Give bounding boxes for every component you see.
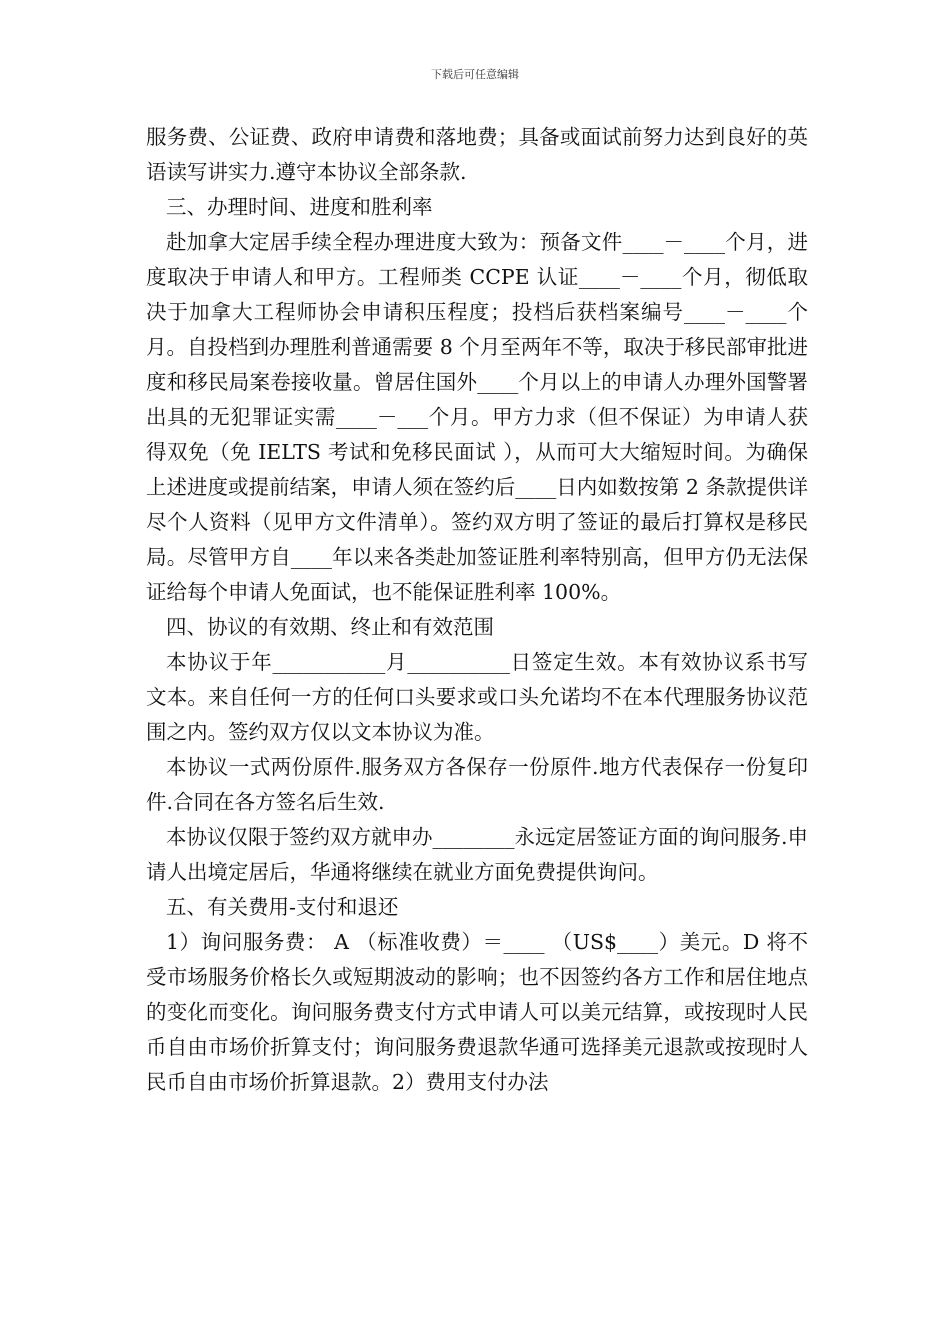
paragraph-service-fee: 1）询问服务费： A （标准收费）＝____ （US$____）美元。D 将不受市场服务价格长久或短期波动的影响；也不因签约各方工作和居住地点的变化而变化。询问服务费支付方式申请人可以美元结算，或按现时人民币自由市场价折算支付；询问服务费退款华通可选择美元退款或按现时人民币自由市场价折算退款。2）费用支付办法: [146, 930, 808, 1094]
page-header: 下载后可任意编辑: [431, 68, 519, 81]
paragraph-scope: 本协议仅限于签约双方就申办________永远定居签证方面的询问服务.申请人出境定居后，华通将继续在就业方面免费提供询问。: [146, 825, 809, 884]
section-heading-5: 五、有关费用-支付和退还: [166, 895, 399, 919]
section-heading-4: 四、协议的有效期、终止和有效范围: [166, 615, 494, 639]
document-body: [146, 120, 808, 1100]
paragraph-fees-continued: 服务费、公证费、政府申请费和落地费；具备或面试前努力达到良好的英语读写讲实力.遵守本协议全部条款.: [146, 125, 808, 184]
section-heading-3: 三、办理时间、进度和胜利率: [166, 195, 433, 219]
paragraph-copies: 本协议一式两份原件.服务双方各保存一份原件.地方代表保存一份复印件.合同在各方签名后生效.: [146, 755, 808, 814]
paragraph-timeline: 赴加拿大定居手续全程办理进度大致为：预备文件____－____个月，进度取决于申请人和甲方。工程师类 CCPE 认证____－____个月，彻低取决于加拿大工程师协会申请积压程度；投档后获档案编号____－____个月。自投档到办理胜利普通需要 8 个月至两年不等，取决于移民部审批进度和移民局案卷接收量。曾居住国外____个月以上的申请人办理外国警署出具的无犯罪证实需____－___个月。甲方力求（但不保证）为申请人获得双免（免 IELTS 考试和免移民面试 ），从而可大大缩短时间。为确保上述进度或提前结案，申请人须在签约后____日内如数按第 2 条款提供详尽个人资料（见甲方文件清单）。签约双方明了签证的最后打算权是移民局。尽管甲方自____年以来各类赴加签证胜利率特别高，但甲方仍无法保证给每个申请人免面试，也不能保证胜利率 100%。: [146, 230, 808, 604]
paragraph-validity: 本协议于年___________月__________日签定生效。本有效协议系书写文本。来自任何一方的任何口头要求或口头允诺均不在本代理服务协议范围之内。签约双方仅以文本协议为准。: [146, 650, 808, 744]
